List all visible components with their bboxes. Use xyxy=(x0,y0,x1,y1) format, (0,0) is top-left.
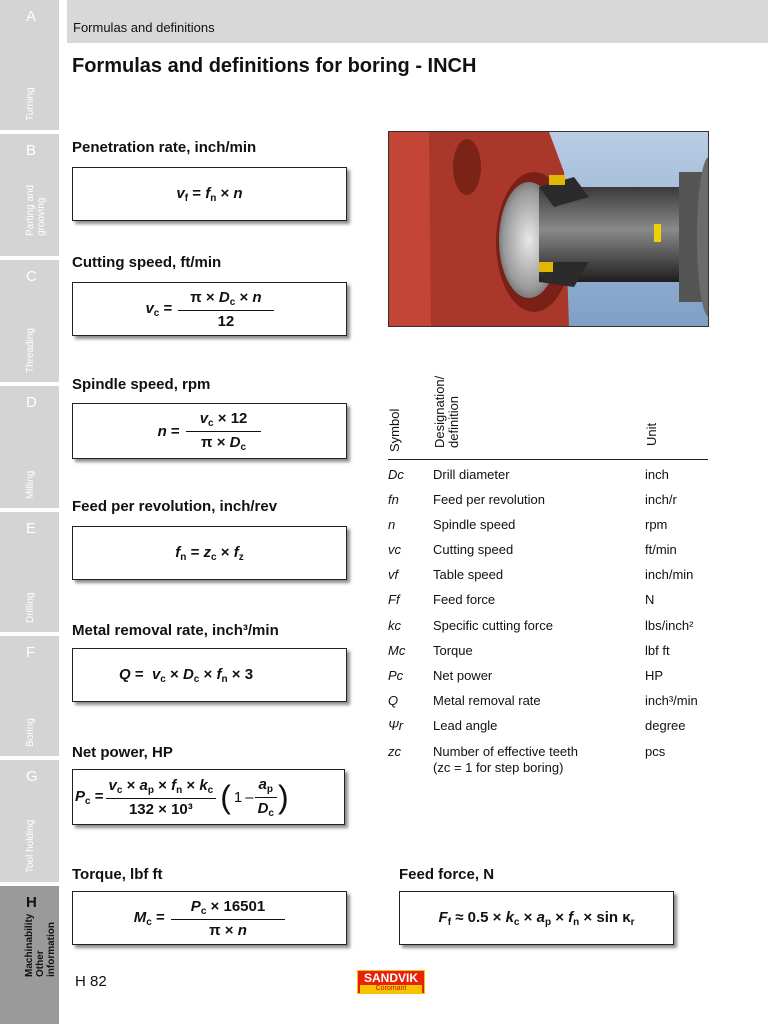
table-symbol: fn xyxy=(388,492,399,507)
formula-fraction-inner xyxy=(254,776,278,819)
tab-letter: G xyxy=(26,768,38,785)
table-symbol: n xyxy=(388,517,396,532)
table-symbol: kc xyxy=(388,618,401,633)
column-header-definition: Designation/ definition xyxy=(432,375,461,448)
section-title-torque: Torque, lbf ft xyxy=(72,866,163,883)
table-unit: HP xyxy=(645,668,664,683)
table-symbol: Ff xyxy=(388,592,400,607)
tab-label: Parting and grooving xyxy=(25,184,47,236)
tab-label: Drilling xyxy=(25,592,36,623)
section-title-feed-force: Feed force, N xyxy=(399,866,495,883)
table-definition-note: (zc = 1 for step boring) xyxy=(433,760,564,775)
formula-fraction xyxy=(186,410,262,453)
sidebar-tab-threading[interactable] xyxy=(0,256,59,382)
tab-letter: B xyxy=(26,142,37,159)
table-definition: Cutting speed xyxy=(433,542,514,557)
tab-label: Boring xyxy=(25,718,36,747)
formula-text: $Q = v_c \times D_c \times f_n \times 3$ xyxy=(119,665,254,685)
formula-penetration-rate xyxy=(72,167,347,221)
table-unit: pcs xyxy=(645,744,666,759)
column-header-unit: Unit xyxy=(644,422,659,446)
sidebar-tab-tool-holding[interactable] xyxy=(0,756,59,882)
table-unit: inch/min xyxy=(645,567,694,582)
fraction-denominator: 12 xyxy=(217,312,235,330)
table-symbol: Dc xyxy=(388,467,404,482)
logo-sub: Coromant xyxy=(360,985,422,993)
tab-letter: C xyxy=(26,268,37,285)
formula-text: $F_f \approx 0.5 \times k_c \times a_p \times f_n \times \sin \kappa_r$ xyxy=(438,908,635,928)
page-number: H 82 xyxy=(75,973,107,990)
table-unit: rpm xyxy=(645,517,668,532)
sandvik-logo xyxy=(357,970,425,994)
table-symbol: zc xyxy=(388,744,401,759)
table-unit: inch/r xyxy=(645,492,677,507)
fraction-denominator: π × n xyxy=(209,921,247,939)
sidebar-tab-machinability[interactable] xyxy=(0,882,59,1024)
breadcrumb: Formulas and definitions xyxy=(73,20,215,35)
header-rule xyxy=(388,459,708,460)
formula-fraction xyxy=(106,777,217,818)
table-symbol: Pc xyxy=(388,668,404,683)
formula-feed-force xyxy=(399,891,674,945)
fraction-numerator: $v_c \times a_p \times f_n \times k_c$ xyxy=(106,777,217,799)
tab-label: Machinability Other information xyxy=(24,913,57,977)
tab-letter: H xyxy=(26,894,37,911)
table-definition: Spindle speed xyxy=(433,517,516,532)
table-definition: Net power xyxy=(433,668,493,683)
formula-one: 1 xyxy=(233,788,243,806)
table-definition: Feed per revolution xyxy=(433,492,546,507)
table-symbol: vc xyxy=(388,542,401,557)
table-symbol: Q xyxy=(388,693,399,708)
formula-fraction xyxy=(178,289,273,330)
table-definition: Lead angle xyxy=(433,718,498,733)
table-unit: N xyxy=(645,592,655,607)
fraction-denominator: $D_c$ xyxy=(257,799,274,819)
formula-text: $f_n = z_c \times f_z$ xyxy=(175,543,244,563)
boring-tool-illustration xyxy=(389,132,709,327)
formula-lhs: $M_c$ = xyxy=(133,908,165,928)
fraction-numerator: $P_c \times 16501$ xyxy=(171,898,285,920)
open-paren: ( xyxy=(220,779,231,815)
sidebar-tab-milling[interactable] xyxy=(0,382,59,508)
column-header-symbol: Symbol xyxy=(387,408,402,452)
section-title-cutting-speed: Cutting speed, ft/min xyxy=(72,254,222,271)
boring-tool-photo xyxy=(388,131,709,327)
section-title-net-power: Net power, HP xyxy=(72,744,173,761)
formula-torque xyxy=(72,891,347,945)
fraction-numerator: $a_p$ xyxy=(255,776,277,798)
table-definition: Specific cutting force xyxy=(433,618,553,633)
sidebar xyxy=(0,0,59,1024)
table-definition: Table speed xyxy=(433,567,504,582)
sidebar-tab-parting-grooving[interactable] xyxy=(0,130,59,256)
table-symbol: Ψr xyxy=(388,718,404,733)
tab-label: Milling xyxy=(25,470,36,499)
table-unit: lbs/inch² xyxy=(645,618,694,633)
table-unit: degree xyxy=(645,718,686,733)
formula-minus: – xyxy=(245,788,254,806)
page-title: Formulas and definitions for boring - INCH xyxy=(72,55,477,77)
section-title-penetration-rate: Penetration rate, inch/min xyxy=(72,139,257,156)
formula-cutting-speed xyxy=(72,282,347,336)
sidebar-tab-turning[interactable] xyxy=(0,0,59,130)
tab-label: Tool holding xyxy=(25,819,36,873)
table-definition: Feed force xyxy=(433,592,496,607)
table-unit: lbf ft xyxy=(645,643,670,658)
tab-letter: A xyxy=(26,8,37,25)
sidebar-tab-drilling[interactable] xyxy=(0,508,59,632)
formula-feed-per-rev xyxy=(72,526,347,580)
fraction-numerator: $\pi \times D_c \times n$ xyxy=(178,289,273,311)
table-unit: inch³/min xyxy=(645,693,698,708)
table-symbol: Mc xyxy=(388,643,406,658)
section-title-spindle-speed: Spindle speed, rpm xyxy=(72,376,211,393)
table-definition: Number of effective teeth xyxy=(433,744,579,759)
formula-spindle-speed xyxy=(72,403,347,459)
tab-label: Threading xyxy=(25,327,36,373)
logo-brand: SANDVIK xyxy=(363,971,418,985)
header-bar xyxy=(67,0,768,43)
table-symbol: vf xyxy=(388,567,399,582)
formula-text: $v_f = f_n \times n$ xyxy=(176,184,243,204)
table-unit: ft/min xyxy=(645,542,677,557)
tab-letter: F xyxy=(26,644,36,661)
fraction-denominator: 132 × 10³ xyxy=(128,800,193,818)
close-paren: ) xyxy=(277,779,289,815)
formula-fraction xyxy=(171,898,285,939)
table-unit: inch xyxy=(645,467,669,482)
formula-lhs: $v_c$ = xyxy=(145,299,173,319)
section-title-metal-removal: Metal removal rate, inch³/min xyxy=(72,622,279,639)
formula-metal-removal xyxy=(72,648,347,702)
formula-net-power xyxy=(72,769,345,825)
table-definition: Drill diameter xyxy=(433,467,510,482)
tab-letter: D xyxy=(26,394,37,411)
sidebar-tab-boring[interactable] xyxy=(0,632,59,756)
tab-letter: E xyxy=(26,520,37,537)
formula-lhs: $P_c$ = xyxy=(75,787,104,807)
section-title-feed-per-rev: Feed per revolution, inch/rev xyxy=(72,498,278,515)
tab-label: Turning xyxy=(25,87,36,121)
formula-lhs: n = xyxy=(157,422,180,440)
table-definition: Metal removal rate xyxy=(433,693,541,708)
fraction-denominator: $\pi \times D_c$ xyxy=(201,433,247,453)
fraction-numerator: $v_c \times 12$ xyxy=(186,410,262,432)
table-definition: Torque xyxy=(433,643,473,658)
